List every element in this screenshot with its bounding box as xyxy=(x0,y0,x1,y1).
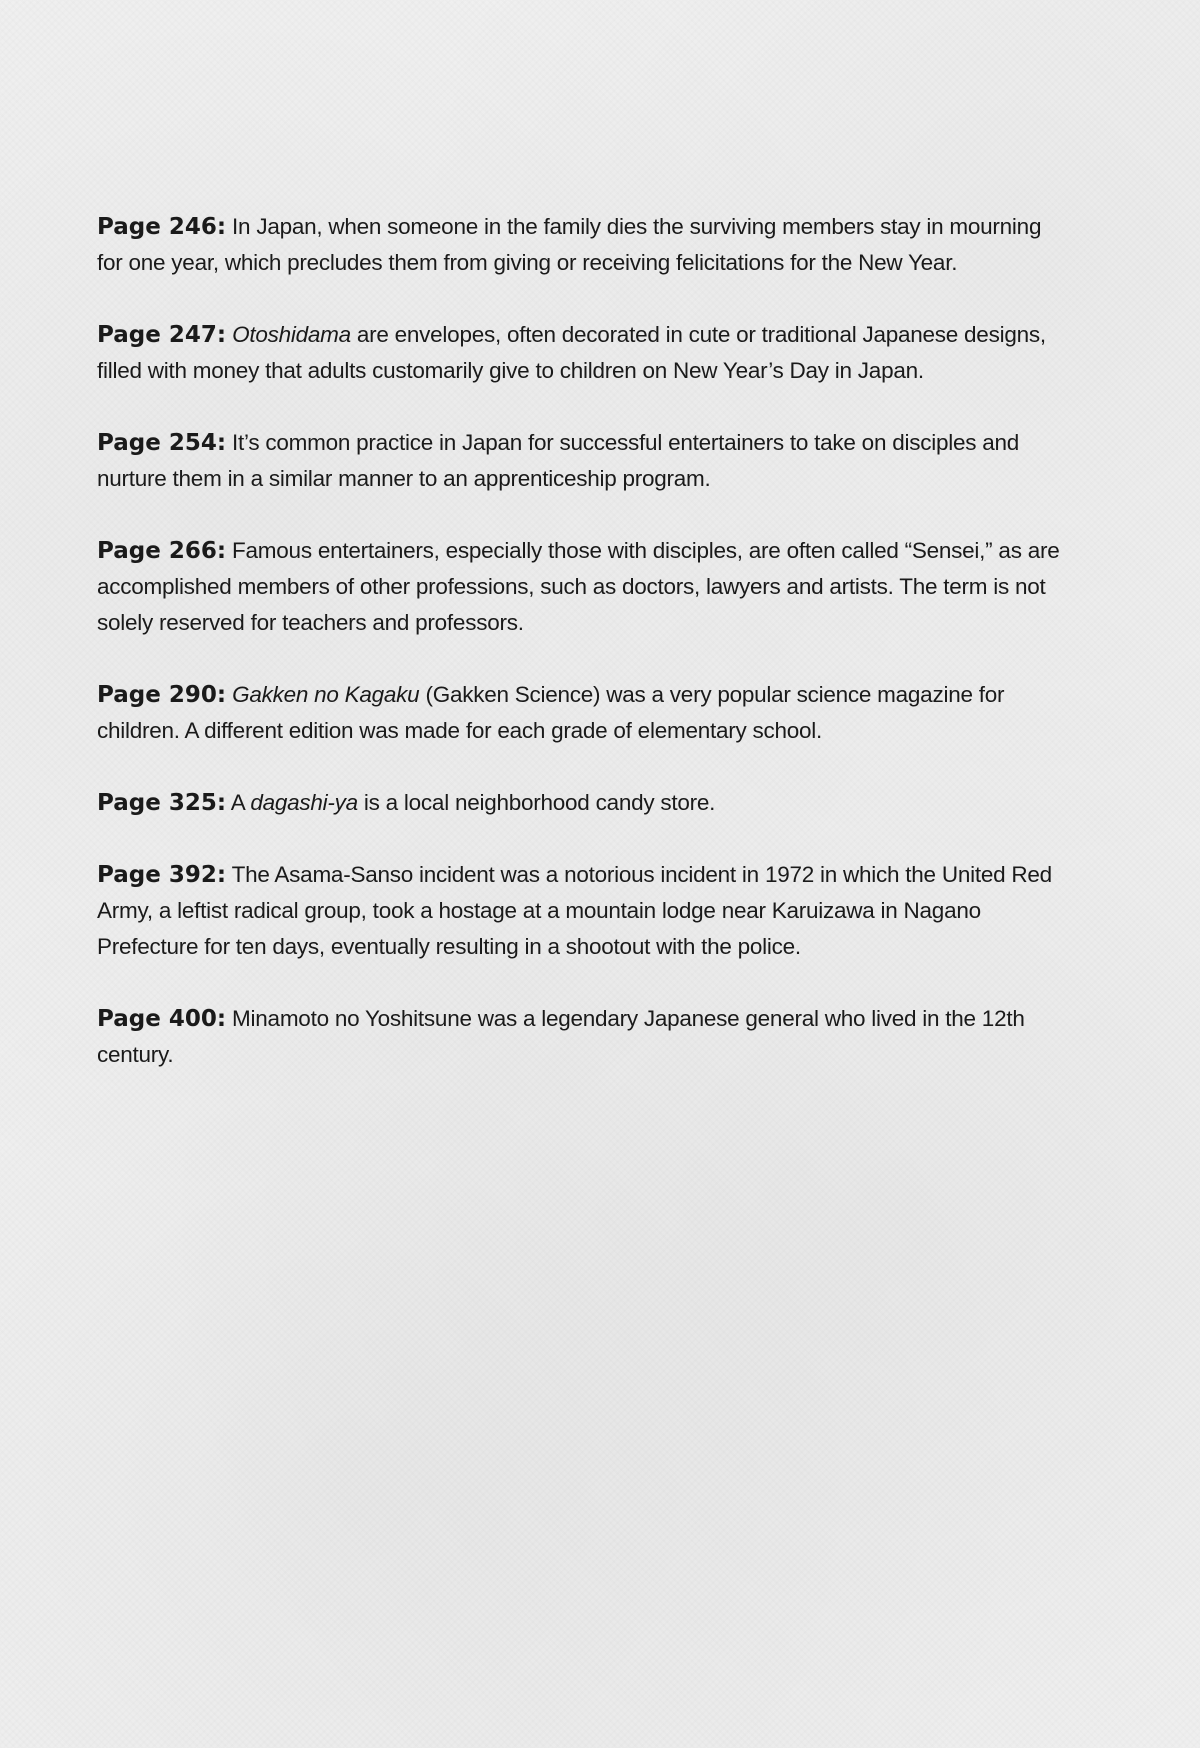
note-text: The Asama-Sanso incident was a notorious incident in 1972 in which the United Red Army, a leftist radical group, took a hostage at a mountain lodge near Karuizawa in Nagano Prefecture for ten days, eventually resulting in a shootout with the police. xyxy=(97,862,1052,959)
note-text: Minamoto no Yoshitsune was a legendary Japanese general who lived in the 12th century. xyxy=(97,1006,1025,1067)
note-page-290 xyxy=(97,677,1072,749)
note-label: Page 400: xyxy=(97,1006,227,1032)
note-text: A xyxy=(226,790,251,815)
note-text: In Japan, when someone in the family dies the surviving members stay in mourning for one year, which precludes them from giving or receiving felicitations for the New Year. xyxy=(97,214,1042,275)
note-term-italic: dagashi-ya xyxy=(250,790,358,815)
note-page-266 xyxy=(97,533,1072,641)
translation-notes xyxy=(97,209,1072,1109)
note-term-italic: Gakken no Kagaku xyxy=(232,682,420,707)
note-text: is a local neighborhood candy store. xyxy=(357,790,716,815)
note-label: Page 266: xyxy=(97,538,227,564)
note-text: are envelopes, often decorated in cute or traditional Japanese designs, filled with money that adults customarily give to children on New Year’s Day in Japan. xyxy=(97,322,1046,383)
note-page-325 xyxy=(97,785,1072,821)
note-page-246 xyxy=(97,209,1072,281)
note-page-247 xyxy=(97,317,1072,389)
note-term-italic: Otoshidama xyxy=(232,322,351,347)
note-label: Page 392: xyxy=(97,862,227,888)
note-label: Page 246: xyxy=(97,214,227,240)
note-label: Page 325: xyxy=(97,790,227,816)
note-page-392 xyxy=(97,857,1072,965)
note-label: Page 290: xyxy=(97,682,227,708)
note-text: Famous entertainers, especially those with disciples, are often called “Sensei,” as are accomplished members of other professions, such as doctors, lawyers and artists. The term is not solely reserved for teachers and professors. xyxy=(97,538,1060,635)
note-label: Page 247: xyxy=(97,322,227,348)
note-label: Page 254: xyxy=(97,430,227,456)
note-text: It’s common practice in Japan for successful entertainers to take on disciples and nurture them in a similar manner to an apprenticeship program. xyxy=(97,430,1020,491)
note-page-254 xyxy=(97,425,1072,497)
note-page-400 xyxy=(97,1001,1072,1073)
note-text: (Gakken Science) was a very popular science magazine for children. A different edition was made for each grade of elementary school. xyxy=(97,682,1005,743)
